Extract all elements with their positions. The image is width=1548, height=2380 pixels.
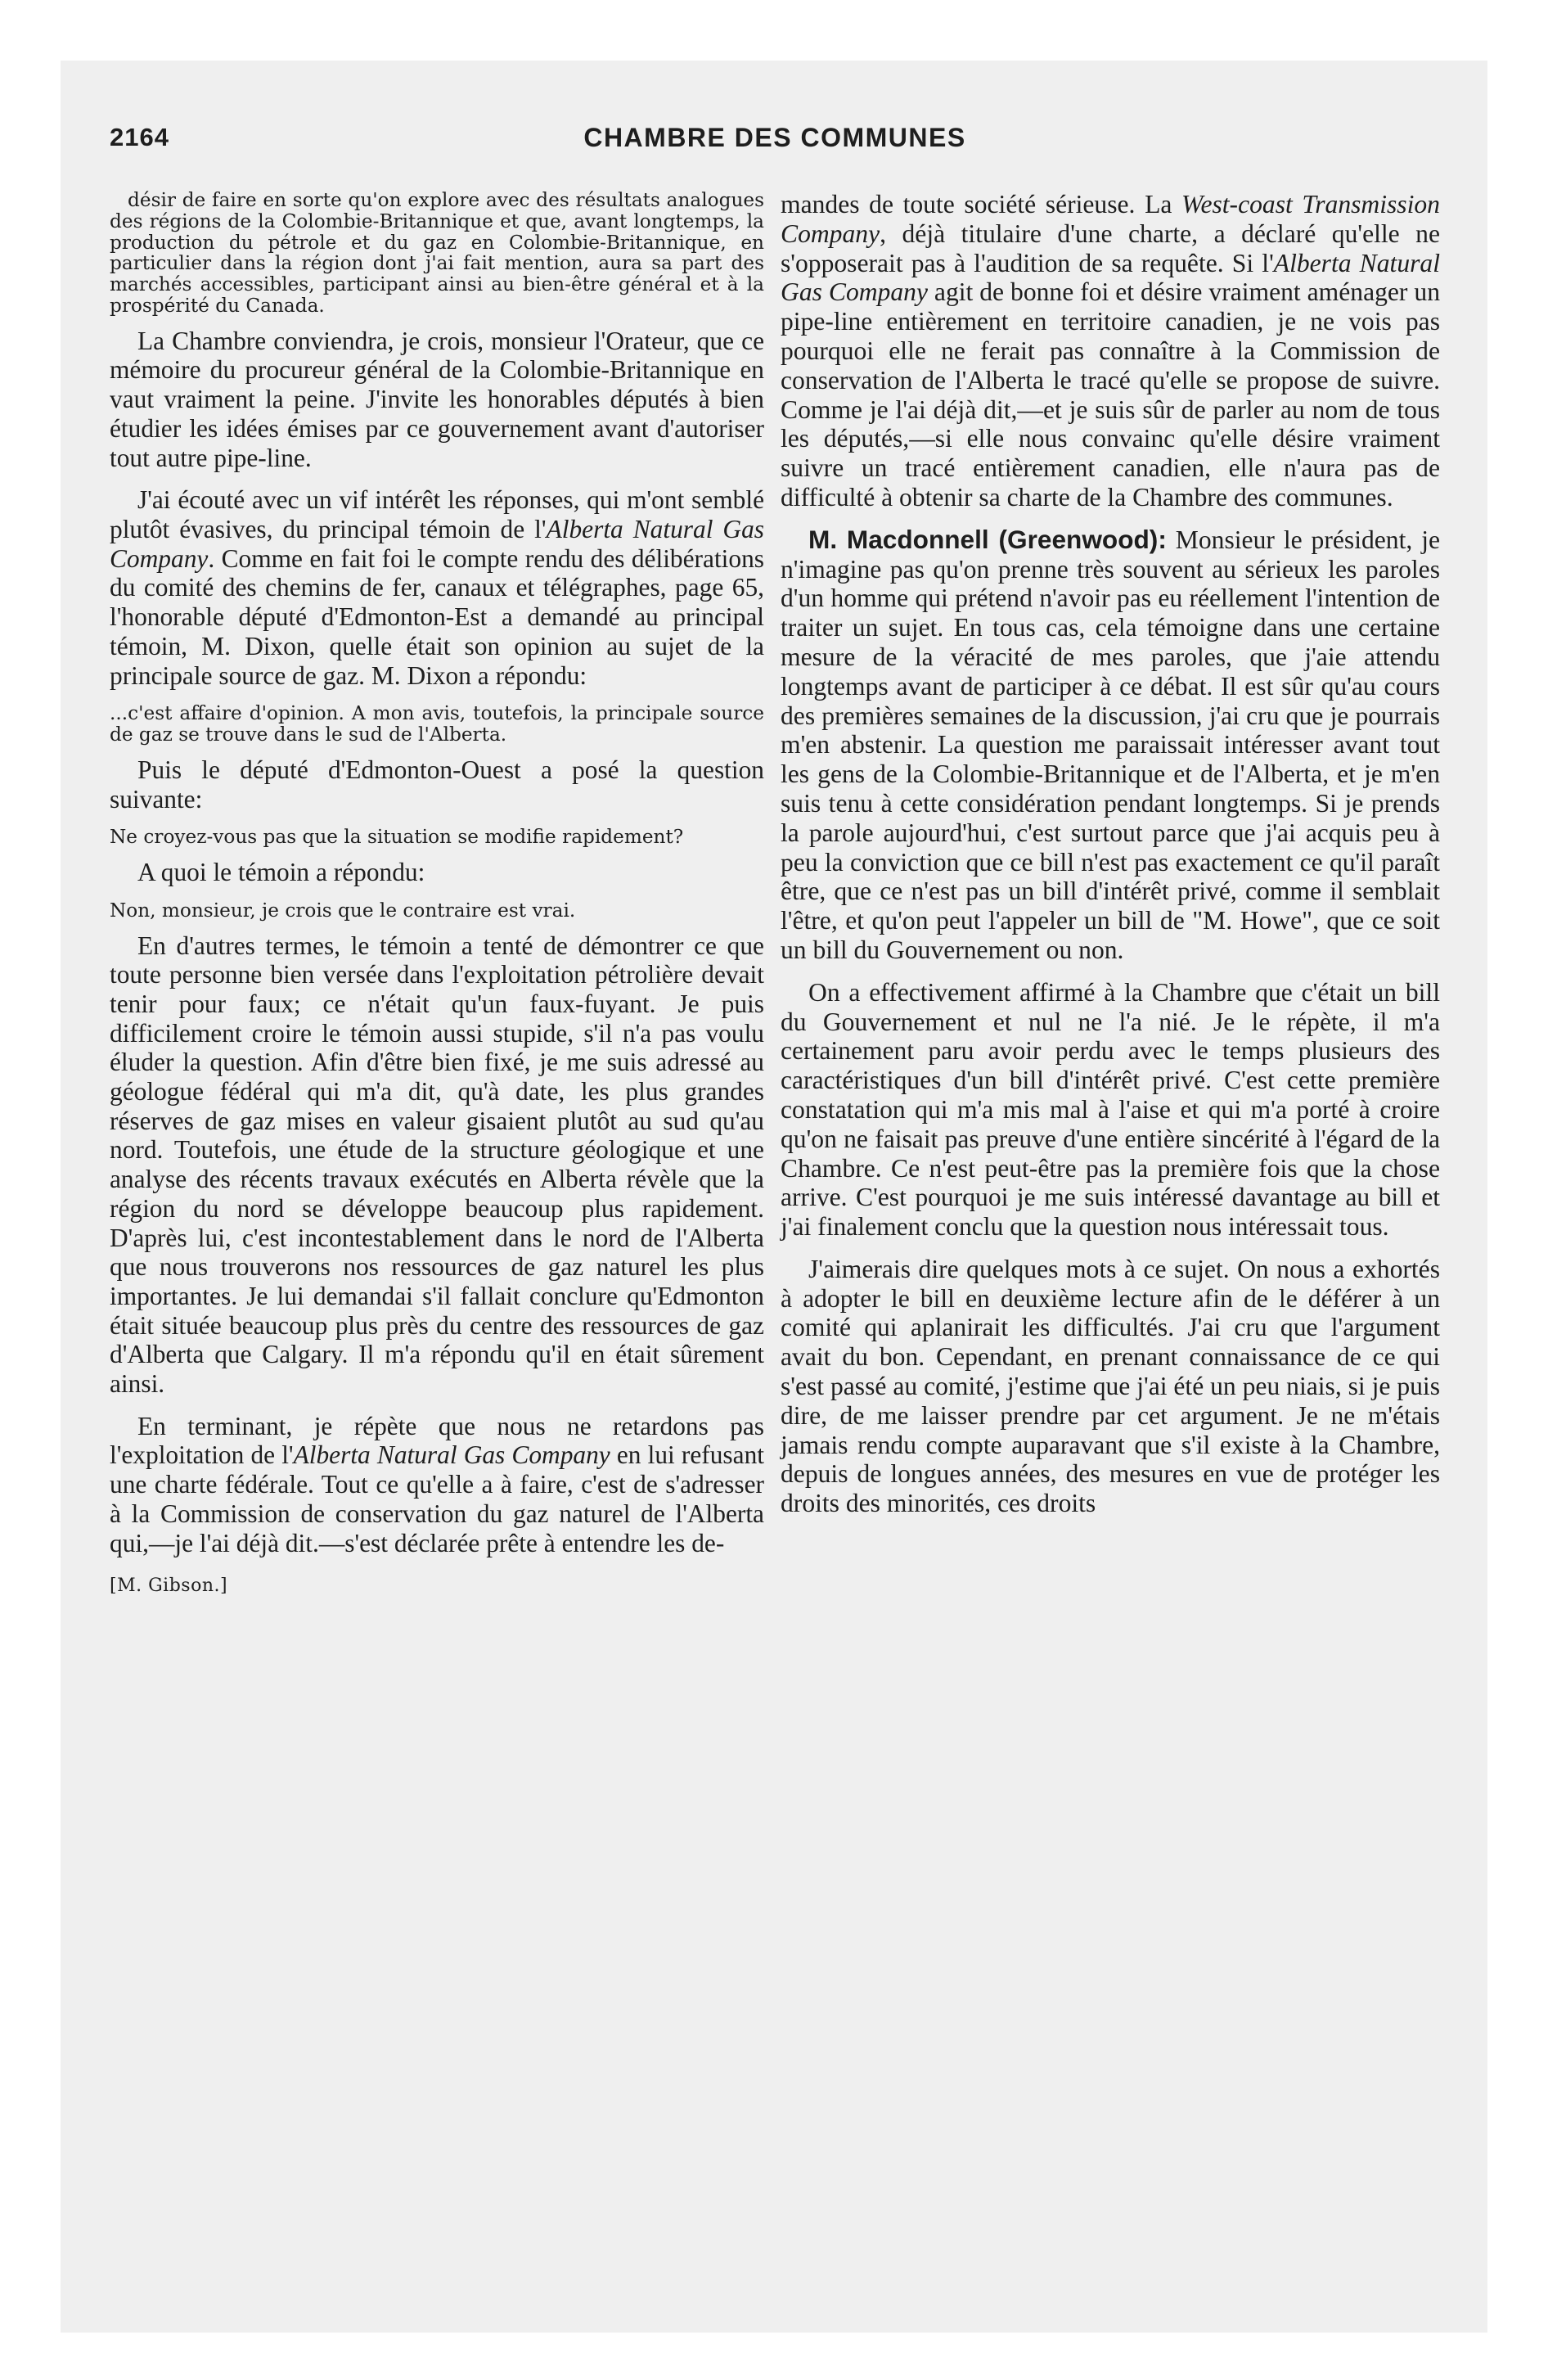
body-paragraph: A quoi le témoin a répondu: [137, 858, 425, 887]
speaker-footer: [M. Gibson.] [110, 1575, 228, 1597]
text-run: . Comme en fait foi le compte rendu des délibérations du comité des chemins de fer, canaux et télégraphes, page 65, l'honorable député d'Edmonton-Est a demandé au principal témoin, M. Dixon, quelle était son opinion au sujet de la principale source de gaz. M. Dixon a répondu: [110, 543, 764, 690]
text-run: , déjà titulaire d'une charte, a déclaré qu'elle ne s'opposerait pas à l'audition de sa requête. Si l' [781, 219, 1440, 277]
quotation: Ne croyez-vous pas que la situation se modifie rapidement? [110, 826, 684, 849]
quoted-paragraph: désir de faire en sorte qu'on explore avec des résultats analogues des régions de la Colombie-Britannique et que, avant longtemps, la production du pétrole et du gaz en Colombie-Britannique, en particulier dans la région dont j'ai fait mention, aura sa part des marchés accessibles, participant ainsi au bien-être général et à la prospérité du Canada. [110, 189, 764, 317]
quotation: Non, monsieur, je crois que le contraire est vrai. [110, 899, 576, 922]
left-column [110, 190, 764, 1596]
page-number: 2164 [110, 123, 169, 151]
body-paragraph [781, 190, 1440, 512]
body-paragraph [110, 485, 764, 690]
body-paragraph: La Chambre conviendra, je crois, monsieur l'Orateur, que ce mémoire du procureur général de la Colombie-Britannique en vaut vraiment la peine. J'invite les honorables députés à bien étudier les idées émises par ce gouvernement avant d'autoriser tout autre pipe-line. [110, 326, 764, 472]
right-column [781, 190, 1440, 1531]
body-paragraph [110, 1412, 764, 1558]
body-paragraph: J'aimerais dire quelques mots à ce sujet. On nous a exhortés à adopter le bill en deuxième lecture afin de le déférer à un comité qui aplanirait les difficultés. J'ai cru que l'argument avait du bon. Cependant, en prenant connaissance de ce qui s'est passé au comité, j'estime que j'ai été un peu niais, si je puis dire, de me laisser prendre par cet argument. Je ne m'étais jamais rendu compte auparavant que s'il existe à la Chambre, depuis de longues années, des mesures en vue de protéger les droits des minorités, ces droits [781, 1254, 1440, 1518]
body-paragraph: On a effectivement affirmé à la Chambre que c'était un bill du Gouvernement et nul ne l'a nié. Je le répète, il m'a certainement paru avoir perdu avec le temps plusieurs des caractéristiques d'un bill d'intérêt privé. C'est cette première constatation qui m'a mis mal à l'aise et qui m'a porté à croire qu'on ne faisait pas preuve d'une entière sincérité à l'égard de la Chambre. Ce n'est peut-être pas la première fois que la chose arrive. C'est pourquoi je me suis intéressé davantage au bill et j'ai finalement conclu que la question nous intéressait tous. [781, 977, 1440, 1242]
speaker-name: M. Macdonnell (Greenwood): [808, 524, 1167, 554]
text-run: en lui refusant une charte fédérale. Tout ce qu'elle a à faire, c'est de s'adresser à la Commission de conservation du gaz naturel de l'Alberta qui,—je l'ai déjà dit.—s'est déclarée prête à entendre les de- [110, 1440, 764, 1557]
company-name: Alberta Natural Gas Company [781, 248, 1440, 307]
quotation: ...c'est affaire d'opinion. A mon avis, toutefois, la principale source de gaz se trouve dans le sud de l'Alberta. [110, 702, 764, 746]
text-run: En terminant, je répète que nous ne retardons pas l'exploitation de l' [110, 1411, 764, 1470]
running-title: CHAMBRE DES COMMUNES [583, 123, 966, 152]
body-paragraph [781, 525, 1440, 965]
company-name: Alberta Natural Gas Company [110, 515, 764, 573]
body-paragraph: En d'autres termes, le témoin a tenté de démontrer ce que toute personne bien versée dans l'exploitation pétrolière devait tenir pour faux; ce n'était qu'un faux-fuyant. Je puis difficilement croire le témoin aussi stupide, s'il n'a pas voulu éluder la question. Afin d'être bien fixé, je me suis adressé au géologue fédéral qui m'a dit, qu'à date, les plus grandes réserves de gaz mises en valeur gisaient plutôt au sud qu'au nord. Toutefois, une étude de la structure géologique et une analyse des récents travaux exécutés en Alberta révèle que la région du nord se développe beaucoup plus rapidement. D'après lui, c'est incontestablement dans le nord de l'Alberta que nous trouverons nos ressources de gaz naturel les plus importantes. Je lui demandai s'il fallait conclure qu'Edmonton était située beaucoup plus près du centre des ressources de gaz d'Alberta que Calgary. Il m'a répondu qu'il en était sûrement ainsi. [110, 931, 764, 1399]
company-name: West-coast Transmission Company [781, 190, 1440, 248]
text-run: agit de bonne foi et désire vraiment aménager un pipe-line entièrement en territoire canadien, je ne vois pas pourquoi elle ne ferait pas connaître à la Commission de conservation de l'Alberta le tracé qu'elle se propose de suivre. Comme je l'ai déjà dit,—et je suis sûr de parler au nom de tous les députés,—si elle nous convainc qu'elle désire vraiment suivre un tracé entièrement canadien, elle n'aura pas de difficulté à obtenir sa charte de la Chambre des communes. [781, 277, 1440, 512]
body-paragraph: Puis le député d'Edmonton-Ouest a posé la question suivante: [110, 755, 764, 814]
company-name: Alberta Natural Gas Company [293, 1440, 610, 1470]
text-run: Monsieur le président, je n'imagine pas qu'on prenne très souvent au sérieux les paroles d'un homme qui prétend n'avoir pas eu réellement l'intention de traiter un sujet. En tous cas, cela témoigne dans une certaine mesure de la véracité de mes paroles, que j'aie attendu longtemps avant de participer à ce débat. Il est sûr qu'au cours des premières semaines de la discussion, j'ai cru que je pourrais m'en abstenir. La question me paraissait intéresser avant tout les gens de la Colombie-Britannique et de l'Alberta, et je m'en suis tenu à cette considération pendant longtemps. Si je prends la parole aujourd'hui, c'est surtout parce que j'ai acquis peu à peu la conviction que ce bill n'est pas exactement ce qu'il paraît être, que ce n'est pas un bill d'intérêt privé, comme il semblait l'être, et qu'on peut l'appeler un bill de "M. Howe", que ce soit un bill du Gouvernement ou non. [781, 525, 1440, 964]
text-run: mandes de toute société sérieuse. La [781, 190, 1182, 219]
text-run: J'ai écouté avec un vif intérêt les réponses, qui m'ont semblé plutôt évasives, du principal témoin de l' [110, 485, 764, 543]
page-header [110, 123, 1440, 164]
